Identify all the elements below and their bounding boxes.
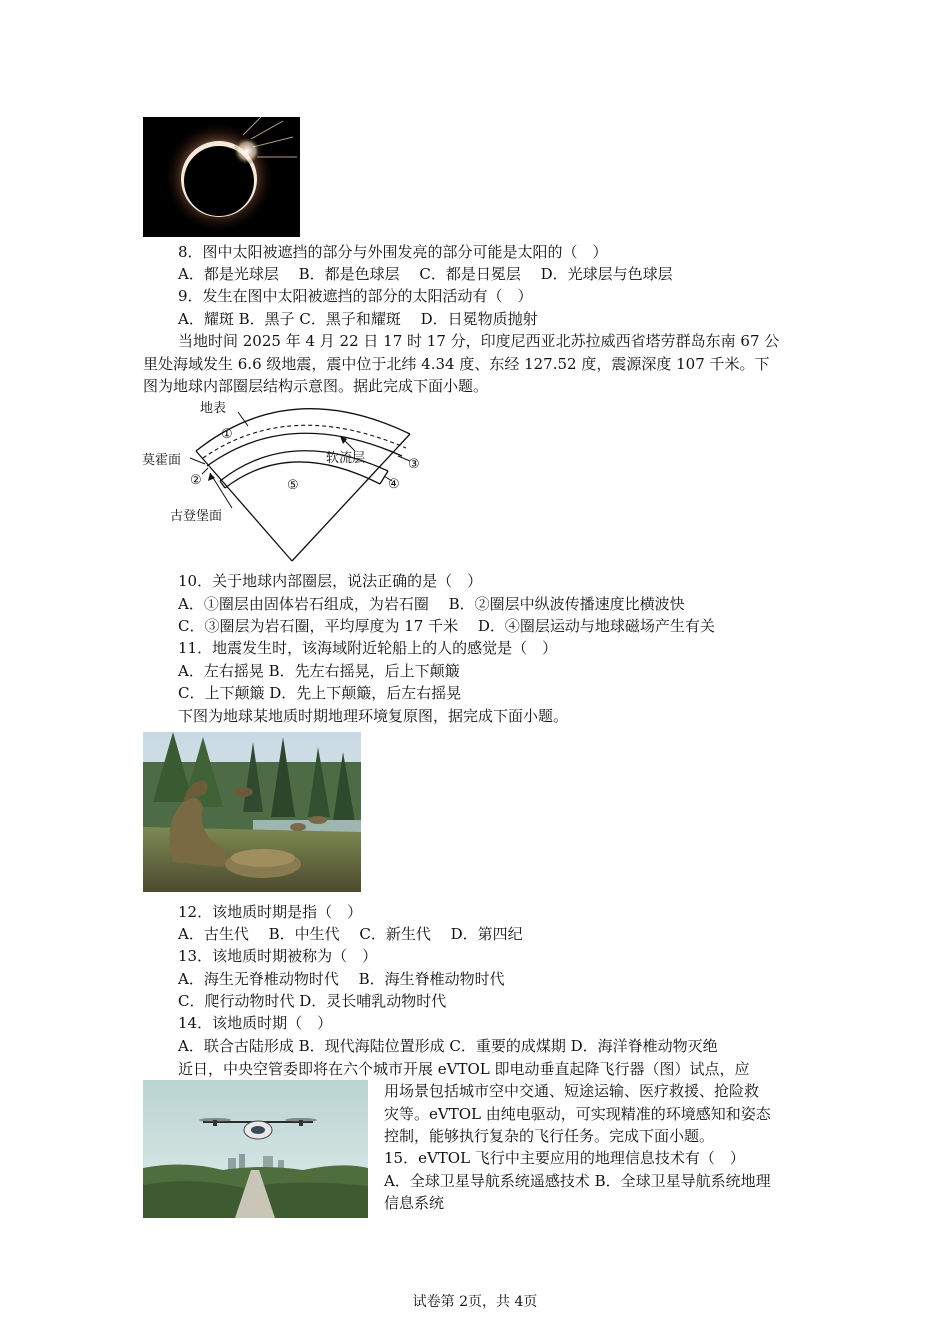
diagram-num-3: ③ [408,457,420,472]
q8-stem: 8．图中太阳被遮挡的部分与外围发亮的部分可能是太阳的（ ） [178,243,608,261]
dinosaur-reconstruction-image [143,732,361,892]
q13-stem: 13．该地质时期被称为（ ） [178,947,378,965]
diagram-num-2: ② [190,473,202,488]
q14-stem: 14．该地质时期（ ） [178,1014,333,1032]
intro-evtol-line4: 控制，能够执行复杂的飞行任务。完成下面小题。 [384,1127,715,1145]
q13-options-ab: A．海生无脊椎动物时代 B．海生脊椎动物时代 [178,970,505,988]
earth-layers-diagram [140,396,430,566]
diagram-label-asthenosphere: 软流层 [326,451,366,466]
diagram-label-surface: 地表 [200,401,227,416]
q11-options-ab: A．左右摇晃 B．先左右摇晃，后上下颠簸 [178,662,460,680]
q8-options: A．都是光球层 B．都是色球层 C．都是日冕层 D．光球层与色球层 [178,265,673,283]
page-footer: 试卷第 2页，共 4页 [412,1294,538,1310]
solar-eclipse-photo [143,117,300,237]
q15-stem: 15．eVTOL 飞行中主要应用的地理信息技术有（ ） [384,1149,745,1167]
intro-geo-period: 下图为地球某地质时期地理环境复原图，据完成下面小题。 [178,707,569,725]
q10-options-cd: C．③圈层为岩石圈，平均厚度为 17 千米 D．④圈层运动与地球磁场产生有关 [178,617,715,635]
evtol-aircraft-image [143,1080,368,1218]
diagram-num-4: ④ [388,477,400,492]
q15-options-line2: 信息系统 [384,1194,445,1212]
q15-options-line1: A．全球卫星导航系统遥感技术 B．全球卫星导航系统地理 [384,1172,771,1190]
diagram-num-5: ⑤ [287,478,299,493]
intro-evtol-line1: 近日，中央空管委即将在六个城市开展 eVTOL 即电动垂直起降飞行器（图）试点，应 [178,1060,750,1078]
intro-quake-line2: 里处海域发生 6.6 级地震，震中位于北纬 4.34 度、东经 127.52 度，震源深度 107 千米。下 [143,355,770,373]
q13-options-cd: C．爬行动物时代 D．灵长哺乳动物时代 [178,992,447,1010]
q9-stem: 9．发生在图中太阳被遮挡的部分的太阳活动有（ ） [178,287,533,305]
intro-quake-line3: 图为地球内部圈层结构示意图。据此完成下面小题。 [143,377,489,395]
q9-options: A．耀斑 B．黑子 C．黑子和耀斑 D．日冕物质抛射 [178,310,538,328]
q10-stem: 10．关于地球内部圈层，说法正确的是（ ） [178,572,483,590]
q12-options: A．古生代 B．中生代 C．新生代 D．第四纪 [178,925,523,943]
q10-options-ab: A．①圈层由固体岩石组成，为岩石圈 B．②圈层中纵波传播速度比横波快 [178,595,685,613]
q11-stem: 11．地震发生时，该海域附近轮船上的人的感觉是（ ） [178,639,558,657]
q12-stem: 12．该地质时期是指（ ） [178,903,363,921]
diagram-label-moho: 莫霍面 [142,453,182,468]
intro-evtol-line3: 灾等。eVTOL 由纯电驱动，可实现精准的环境感知和姿态 [384,1105,771,1123]
intro-evtol-line2: 用场景包括城市空中交通、短途运输、医疗救援、抢险救 [384,1082,760,1100]
diagram-num-1: ① [221,427,233,442]
diagram-label-gutenberg: 古登堡面 [170,509,223,524]
q11-options-cd: C．上下颠簸 D．先上下颠簸，后左右摇晃 [178,684,462,702]
q14-options: A．联合古陆形成 B．现代海陆位置形成 C．重要的成煤期 D．海洋脊椎动物灭绝 [178,1037,718,1055]
intro-quake-line1: 当地时间 2025 年 4 月 22 日 17 时 17 分，印度尼西亚北苏拉威西省塔劳群岛东南 67 公 [178,332,780,350]
